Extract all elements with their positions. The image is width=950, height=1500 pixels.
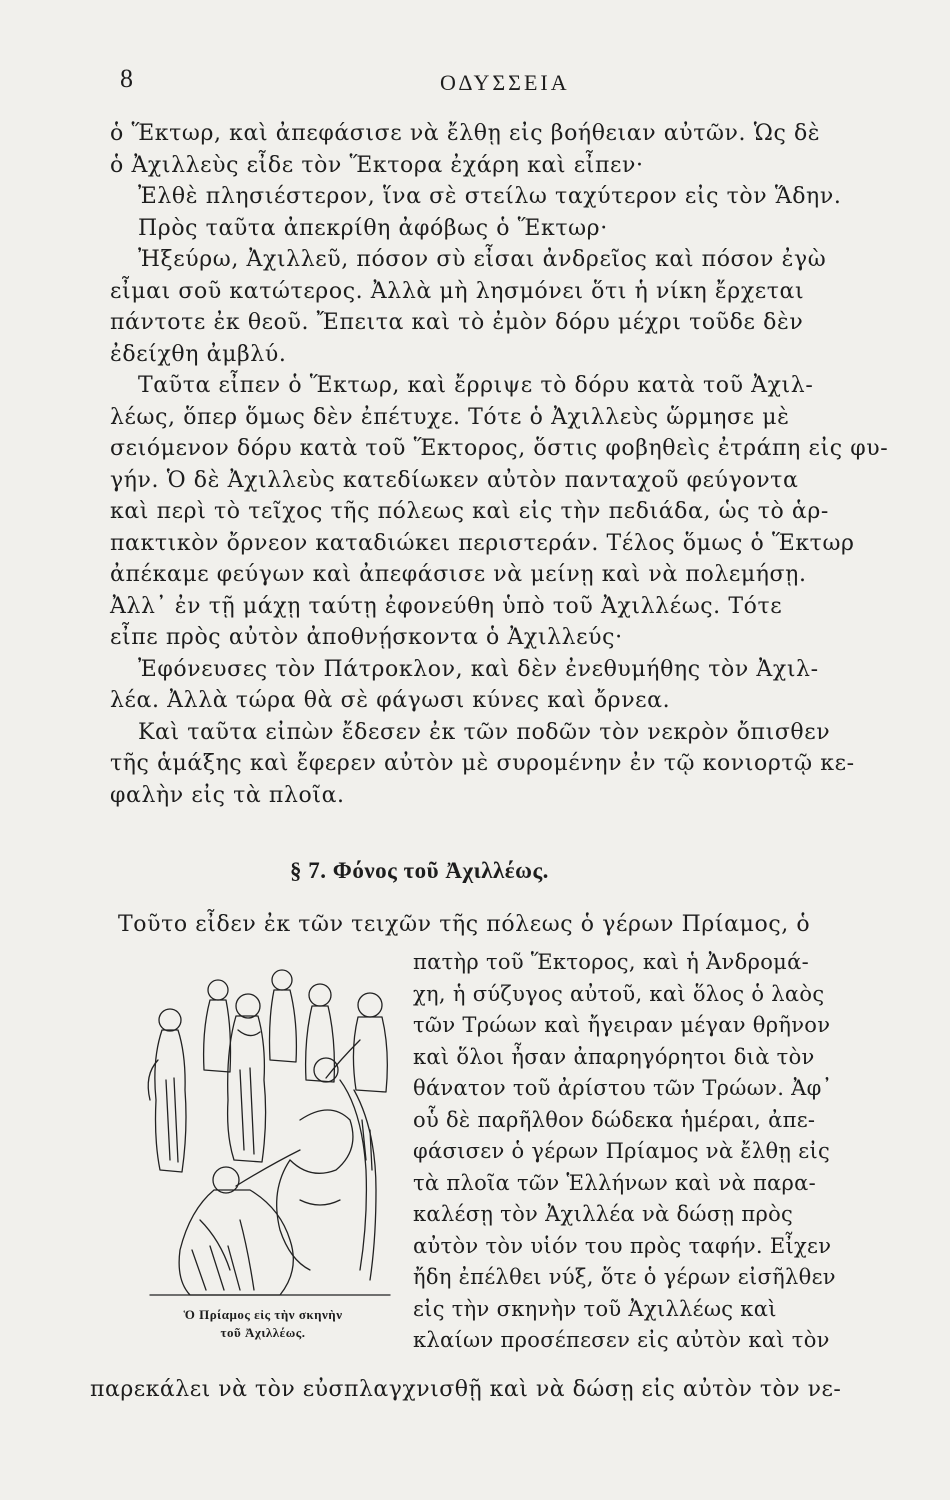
text-line: χη, ἡ σύζυγος αὐτοῦ, καὶ ὅλος ὁ λαὸς xyxy=(413,981,825,1006)
right-column-text xyxy=(413,947,883,1357)
priam-in-tent-illustration xyxy=(130,950,402,1305)
text-line: ἀπέκαμε φεύγων καὶ ἀπεφάσισε νὰ μείνῃ καὶ νὰ πολεμήσῃ. xyxy=(110,562,807,587)
text-line: τῆς ἁμάξης καὶ ἔφερεν αὐτὸν μὲ συρομένην ἐν τῷ κονιορτῷ κε- xyxy=(110,751,855,776)
text-line: καλέσῃ τὸν Ἀχιλλέα νὰ δώσῃ πρὸς xyxy=(413,1202,794,1226)
final-text xyxy=(90,1374,890,1406)
text-line: αὐτὸν τὸν υἱόν του πρὸς ταφήν. Εἶχεν xyxy=(413,1233,832,1258)
text-line: σειόμενον δόρυ κατὰ τοῦ Ἕκτορος, ὅστις φοβηθεὶς ἐτράπη εἰς φυ- xyxy=(110,436,889,461)
text-line: Ταῦτα εἶπεν ὁ Ἕκτωρ, καὶ ἔρριψε τὸ δόρυ κατὰ τοῦ Ἀχιλ- xyxy=(138,373,814,398)
page-number: 8 xyxy=(120,64,133,93)
page-header xyxy=(118,62,908,102)
section-first-line: Τοῦτο εἶδεν ἐκ τῶν τειχῶν τῆς πόλεως ὁ γέρων Πρίαμος, ὁ xyxy=(118,912,811,937)
text-line: ἤδη ἐπέλθει νύξ, ὅτε ὁ γέρων εἰσῆλθεν xyxy=(413,1265,836,1289)
main-text xyxy=(110,118,910,811)
text-line: Πρὸς ταῦτα ἀπεκρίθη ἀφόβως ὁ Ἕκτωρ· xyxy=(138,215,608,241)
text-line: εἶπε πρὸς αὐτὸν ἀποθνῄσκοντα ὁ Ἀχιλλεύς· xyxy=(110,625,623,650)
text-line: πατὴρ τοῦ Ἕκτορος, καὶ ἡ Ἀνδρομά- xyxy=(413,950,809,974)
text-line: οὗ δὲ παρῆλθον δώδεκα ἡμέραι, ἀπε- xyxy=(413,1107,816,1132)
text-line: εἰς τὴν σκηνὴν τοῦ Ἀχιλλέως καὶ xyxy=(413,1296,777,1321)
text-line: λέως, ὅπερ ὅμως δὲν ἐπέτυχε. Τότε ὁ Ἀχιλλεὺς ὥρμησε μὲ xyxy=(110,404,790,430)
text-line: πάντοτε ἐκ θεοῦ. Ἔπειτα καὶ τὸ ἐμὸν δόρυ μέχρι τοῦδε δὲν xyxy=(110,310,804,335)
text-line: θάνατον τοῦ ἀρίστου τῶν Τρώων. Ἀφ᾽ xyxy=(413,1076,833,1100)
text-line: καὶ ὅλοι ἦσαν ἀπαρηγόρητοι διὰ τὸν xyxy=(413,1044,815,1069)
figure-caption xyxy=(118,1306,408,1342)
text-line: τῶν Τρώων καὶ ἤγειραν μέγαν θρῆνον xyxy=(413,1013,831,1037)
caption-line-1: Ὁ Πρίαμος εἰς τὴν σκηνὴν xyxy=(183,1307,343,1322)
text-line: παρεκάλει νὰ τὸν εὐσπλαγχνισθῇ καὶ νὰ δώσῃ εἰς αὐτὸν τὸν νε- xyxy=(90,1377,842,1402)
text-line: Ἐλθὲ πλησιέστερον, ἵνα σὲ στείλω ταχύτερον εἰς τὸν Ἅδην. xyxy=(138,184,842,209)
text-line: ὁ Ἕκτωρ, καὶ ἀπεφάσισε νὰ ἔλθῃ εἰς βοήθειαν αὐτῶν. Ὡς δὲ xyxy=(110,121,821,146)
engraving-image xyxy=(130,950,402,1305)
text-line: φαλὴν εἰς τὰ πλοῖα. xyxy=(110,782,345,808)
text-line: γήν. Ὁ δὲ Ἀχιλλεὺς κατεδίωκεν αὐτὸν πανταχοῦ φεύγοντα xyxy=(110,467,799,493)
text-line: φάσισεν ὁ γέρων Πρίαμος νὰ ἔλθῃ εἰς xyxy=(413,1139,831,1163)
text-line: Ἐφόνευσες τὸν Πάτροκλον, καὶ δὲν ἐνεθυμήθης τὸν Ἀχιλ- xyxy=(138,656,819,682)
running-head: ΟΔΥΣΣΕΙΑ xyxy=(440,70,570,95)
text-line: πακτικὸν ὄρνεον καταδιώκει περιστεράν. Τέλος ὅμως ὁ Ἕκτωρ xyxy=(110,530,855,556)
text-line: ὁ Ἀχιλλεὺς εἶδε τὸν Ἕκτορα ἐχάρη καὶ εἶπεν· xyxy=(110,152,644,178)
section-heading: § 7. Φόνος τοῦ Ἀχιλλέως. xyxy=(290,858,549,883)
text-line: Ἀλλ᾽ ἐν τῇ μάχῃ ταύτῃ ἐφονεύθη ὑπὸ τοῦ Ἀχιλλέως. Τότε xyxy=(110,593,783,619)
text-line: κλαίων προσέπεσεν εἰς αὐτὸν καὶ τὸν xyxy=(413,1328,830,1352)
text-line: Καὶ ταῦτα εἰπὼν ἔδεσεν ἐκ τῶν ποδῶν τὸν νεκρὸν ὄπισθεν xyxy=(138,719,831,745)
caption-line-2: τοῦ Ἀχιλλέως. xyxy=(220,1325,306,1340)
text-line: ἐδείχθη ἀμβλύ. xyxy=(110,341,287,367)
text-line: καὶ περὶ τὸ τεῖχος τῆς πόλεως καὶ εἰς τὴν πεδιάδα, ὡς τὸ ἁρ- xyxy=(110,499,829,524)
text-line: εἶμαι σοῦ κατώτερος. Ἀλλὰ μὴ λησμόνει ὅτι ἡ νίκη ἔρχεται xyxy=(110,278,805,304)
text-line: Ἠξεύρω, Ἀχιλλεῦ, πόσον σὺ εἶσαι ἀνδρεῖος καὶ πόσον ἐγὼ xyxy=(138,247,827,272)
text-line: λέα. Ἀλλὰ τώρα θὰ σὲ φάγωσι κύνες καὶ ὄρνεα. xyxy=(110,688,671,713)
text-line: τὰ πλοῖα τῶν Ἑλλήνων καὶ νὰ παρα- xyxy=(413,1170,817,1195)
